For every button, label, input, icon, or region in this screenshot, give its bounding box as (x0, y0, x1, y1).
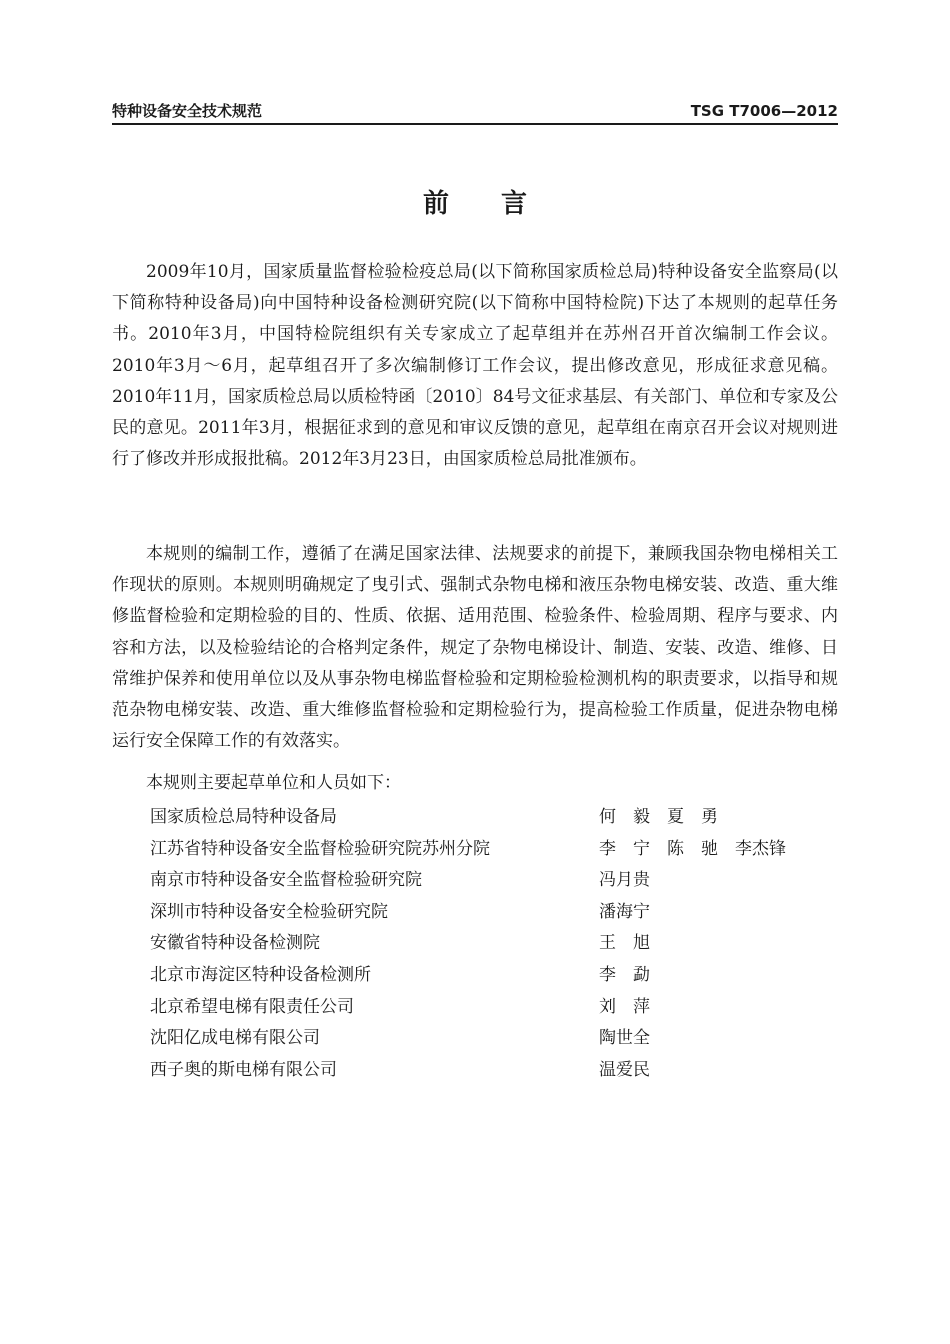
drafter-organization: 江苏省特种设备安全监督检验研究院苏州分院 (150, 838, 490, 859)
drafter-names: 李 宁 陈 驰 李杰锋 (599, 838, 786, 859)
drafter-row (150, 802, 840, 834)
page-title: 前言 (422, 189, 579, 219)
drafter-names: 潘海宁 (599, 901, 650, 922)
drafter-organization: 西子奥的斯电梯有限公司 (150, 1059, 337, 1080)
drafter-organization: 南京市特种设备安全监督检验研究院 (150, 870, 422, 891)
drafter-row (150, 1055, 840, 1087)
drafter-row (150, 897, 840, 929)
drafter-names: 王 旭 (599, 933, 650, 954)
drafter-names: 冯月贵 (599, 870, 650, 891)
running-header (112, 100, 838, 122)
drafters-list (150, 802, 840, 1086)
paragraph-drafters-intro: 本规则主要起草单位和人员如下： (146, 773, 401, 793)
drafter-row (150, 865, 840, 897)
header-divider (112, 123, 838, 125)
header-series-title: 特种设备安全技术规范 (112, 102, 263, 120)
drafter-organization: 国家质检总局特种设备局 (150, 807, 337, 827)
paragraph-principles: 本规则的编制工作，遵循了在满足国家法律、法规要求的前提下，兼顾我国杂物电梯相关工作现状的原则。本规则明确规定了曳引式、强制式杂物电梯和液压杂物电梯安装、改造、重大维修监督检验和定期检验的目的、性质、依据、适用范围、检验条件、检验周期、程序与要求、内容和方法，以及检验结论的合格判定条件，规定了杂物电梯设计、制造、安装、改造、维修、日常维护保养和使用单位以及从事杂物电梯监督检验和定期检验检测机构的职责要求，以指导和规范杂物电梯安装、改造、重大维修监督检验和定期检验行为，提高检验工作质量，促进杂物电梯运行安全保障工作的有效落实。 (112, 544, 838, 752)
drafter-organization: 北京市海淀区特种设备检测所 (150, 964, 371, 985)
drafter-names: 温爱民 (599, 1059, 650, 1080)
header-standard-number: TSG T7006—2012 (690, 102, 838, 120)
paragraph-history: 2009年10月，国家质量监督检验检疫总局(以下简称国家质检总局)特种设备安全监察局(以下简称特种设备局)向中国特种设备检测研究院(以下简称中国特检院)下达了本规则的起草任务书。2010年3月，中国特检院组织有关专家成立了起草组并在苏州召开首次编制工作会议。2010年3月～6月，起草组召开了多次编制修订工作会议，提出修改意见，形成征求意见稿。2010年11月，国家质检总局以质检特函〔2010〕84号文征求基层、有关部门、单位和专家及公民的意见。2011年3月，根据征求到的意见和审议反馈的意见，起草组在南京召开会议对规则进行了修改并形成报批稿。2012年3月23日，由国家质检总局批准颁布。 (112, 262, 838, 470)
drafter-row (150, 834, 840, 866)
drafter-organization: 安徽省特种设备检测院 (150, 933, 320, 954)
drafter-row (150, 992, 840, 1024)
drafter-organization: 北京希望电梯有限责任公司 (150, 996, 354, 1017)
drafter-names: 何 毅 夏 勇 (599, 807, 718, 827)
drafter-organization: 沈阳亿成电梯有限公司 (150, 1028, 320, 1049)
drafter-names: 李 勐 (599, 964, 650, 985)
drafter-names: 刘 萍 (599, 996, 650, 1017)
drafter-row (150, 960, 840, 992)
drafter-row (150, 928, 840, 960)
drafter-organization: 深圳市特种设备安全检验研究院 (150, 901, 388, 922)
drafter-names: 陶世全 (599, 1028, 650, 1049)
drafter-row (150, 1023, 840, 1055)
